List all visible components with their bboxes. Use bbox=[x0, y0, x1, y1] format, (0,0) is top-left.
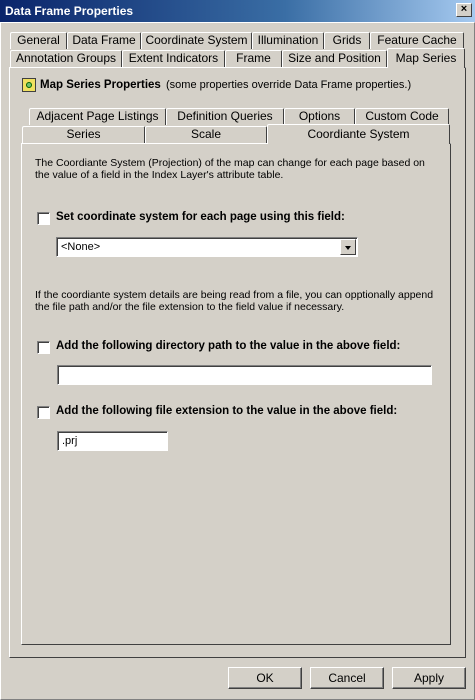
tab-join bbox=[388, 67, 464, 69]
dir-path-checkbox[interactable] bbox=[37, 341, 50, 354]
subtab-options[interactable]: Options bbox=[284, 108, 355, 125]
file-ext-label: Add the following file extension to the value in the above field: bbox=[56, 405, 398, 417]
field-dropdown-value: <None> bbox=[61, 241, 101, 253]
dir-path-label: Add the following directory path to the value in the above field: bbox=[56, 340, 401, 352]
title-bar[interactable] bbox=[0, 0, 475, 22]
subtab-coordinate-system[interactable]: Coordiante System bbox=[267, 124, 450, 144]
map-series-heading: Map Series Properties bbox=[40, 79, 161, 91]
tab-size-and-position[interactable]: Size and Position bbox=[282, 50, 387, 67]
tab-feature-cache[interactable]: Feature Cache bbox=[370, 32, 464, 49]
tab-grids[interactable]: Grids bbox=[324, 32, 370, 49]
subtab-series[interactable]: Series bbox=[22, 126, 145, 143]
set-cs-checkbox[interactable] bbox=[37, 212, 50, 225]
tab-map-series[interactable]: Map Series bbox=[387, 48, 465, 68]
info-text: If the coordiante system details are being read from a file, you can opptionally append the file path and/or the file extension to the field value if necessary. bbox=[35, 289, 434, 313]
file-ext-input[interactable]: .prj bbox=[57, 431, 168, 451]
intro-text: The Coordiante System (Projection) of the map can change for each page based on the value of a field in the Index Layer's attribute table. bbox=[35, 157, 425, 181]
tab-data-frame[interactable]: Data Frame bbox=[67, 32, 141, 49]
close-button[interactable] bbox=[456, 3, 472, 17]
subtab-definition-queries[interactable]: Definition Queries bbox=[166, 108, 284, 125]
tab-frame[interactable]: Frame bbox=[225, 50, 282, 67]
window-title: Data Frame Properties bbox=[5, 4, 134, 18]
tab-general[interactable]: General bbox=[10, 32, 67, 49]
map-series-note: (some properties override Data Frame properties.) bbox=[166, 79, 412, 91]
file-ext-checkbox[interactable] bbox=[37, 406, 50, 419]
subtab-join bbox=[268, 143, 449, 145]
ok-button[interactable]: OK bbox=[228, 667, 302, 689]
close-icon: × bbox=[460, 3, 468, 15]
apply-button[interactable]: Apply bbox=[392, 667, 466, 689]
map-series-icon bbox=[22, 78, 36, 92]
cancel-button[interactable]: Cancel bbox=[310, 667, 384, 689]
set-cs-label: Set coordinate system for each page using this field: bbox=[56, 211, 345, 223]
tab-illumination[interactable]: Illumination bbox=[252, 32, 324, 49]
subtab-scale[interactable]: Scale bbox=[145, 126, 267, 143]
tab-extent-indicators[interactable]: Extent Indicators bbox=[122, 50, 225, 67]
dir-path-input[interactable] bbox=[57, 365, 432, 385]
subtab-adjacent-page-listings[interactable]: Adjacent Page Listings bbox=[29, 108, 166, 125]
field-dropdown[interactable] bbox=[56, 237, 358, 257]
tab-annotation-groups[interactable]: Annotation Groups bbox=[10, 50, 122, 67]
subtab-custom-code[interactable]: Custom Code bbox=[355, 108, 449, 125]
tab-coordinate-system[interactable]: Coordinate System bbox=[141, 32, 252, 49]
chevron-down-icon[interactable] bbox=[340, 239, 356, 255]
